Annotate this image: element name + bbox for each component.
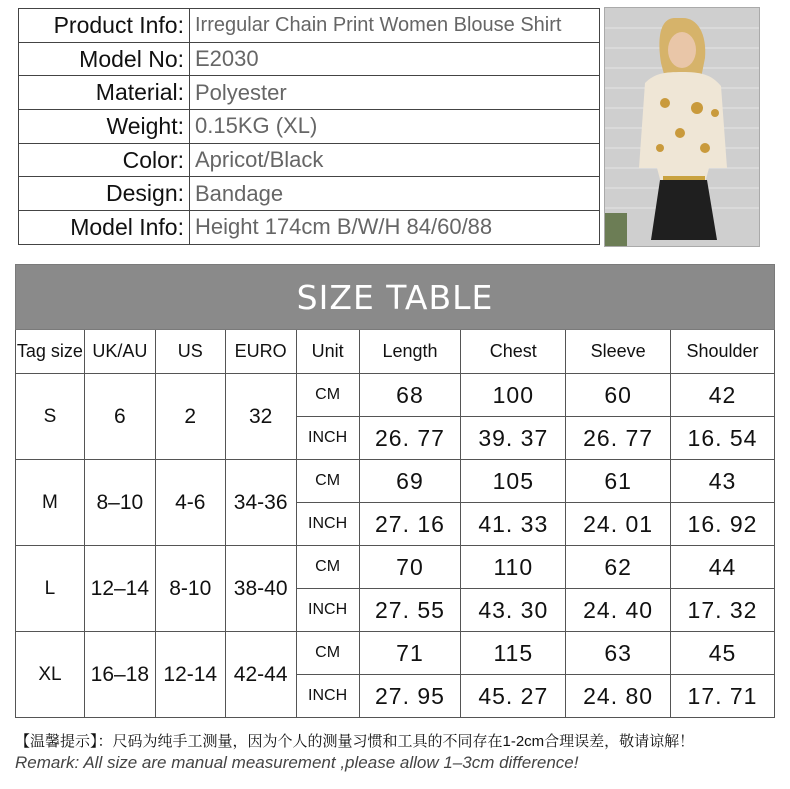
table-row	[16, 374, 775, 417]
info-row-design	[19, 177, 600, 211]
length-cm: 71	[359, 632, 461, 675]
info-value: Apricot/Black	[190, 143, 600, 177]
info-value: Height 174cm B/W/H 84/60/88	[190, 211, 600, 245]
size-table-title: SIZE TABLE	[16, 265, 775, 330]
info-value: Polyester	[190, 76, 600, 110]
table-row	[16, 632, 775, 675]
size-us: 8-10	[155, 546, 225, 632]
shoulder-inch: 16. 54	[671, 417, 775, 460]
info-value: E2030	[190, 42, 600, 76]
sleeve-cm: 62	[566, 546, 671, 589]
info-row-product	[19, 9, 600, 43]
info-row-color	[19, 143, 600, 177]
size-tag: M	[16, 460, 85, 546]
chest-inch: 43. 30	[461, 589, 566, 632]
shoulder-cm: 43	[671, 460, 775, 503]
length-inch: 27. 55	[359, 589, 461, 632]
size-uk-au: 6	[84, 374, 155, 460]
header-unit: Unit	[296, 330, 359, 374]
product-info-table	[18, 8, 600, 245]
length-cm: 69	[359, 460, 461, 503]
size-euro: 32	[225, 374, 296, 460]
size-tag: S	[16, 374, 85, 460]
header-chest: Chest	[461, 330, 566, 374]
chest-inch: 45. 27	[461, 675, 566, 718]
length-inch: 27. 95	[359, 675, 461, 718]
unit-inch: INCH	[296, 417, 359, 460]
info-label: Design:	[19, 177, 190, 211]
info-label: Color:	[19, 143, 190, 177]
size-us: 4-6	[155, 460, 225, 546]
size-euro: 42-44	[225, 632, 296, 718]
sleeve-inch: 26. 77	[566, 417, 671, 460]
chest-inch: 41. 33	[461, 503, 566, 546]
shoulder-inch: 17. 32	[671, 589, 775, 632]
sleeve-cm: 60	[566, 374, 671, 417]
size-uk-au: 8–10	[84, 460, 155, 546]
header-uk-au: UK/AU	[84, 330, 155, 374]
unit-inch: INCH	[296, 589, 359, 632]
length-cm: 70	[359, 546, 461, 589]
unit-cm: CM	[296, 632, 359, 675]
unit-cm: CM	[296, 460, 359, 503]
info-label: Model Info:	[19, 211, 190, 245]
chest-inch: 39. 37	[461, 417, 566, 460]
header-shoulder: Shoulder	[671, 330, 775, 374]
note-english: Remark: All size are manual measurement ,please allow 1–3cm difference!	[15, 753, 579, 772]
table-row	[16, 460, 775, 503]
unit-inch: INCH	[296, 675, 359, 718]
size-us: 2	[155, 374, 225, 460]
size-table	[15, 264, 775, 718]
info-label: Material:	[19, 76, 190, 110]
chest-cm: 105	[461, 460, 566, 503]
shoulder-cm: 45	[671, 632, 775, 675]
sleeve-cm: 63	[566, 632, 671, 675]
unit-cm: CM	[296, 374, 359, 417]
unit-inch: INCH	[296, 503, 359, 546]
length-cm: 68	[359, 374, 461, 417]
sleeve-inch: 24. 80	[566, 675, 671, 718]
unit-cm: CM	[296, 546, 359, 589]
size-euro: 38-40	[225, 546, 296, 632]
sleeve-inch: 24. 40	[566, 589, 671, 632]
model-photo-illustration	[605, 8, 760, 247]
chest-cm: 100	[461, 374, 566, 417]
size-euro: 34-36	[225, 460, 296, 546]
chest-cm: 110	[461, 546, 566, 589]
shoulder-cm: 44	[671, 546, 775, 589]
shoulder-inch: 17. 71	[671, 675, 775, 718]
note-chinese: 【温馨提示】：尺码为纯手工测量，因为个人的测量习惯和工具的不同存在1-2cm合理误差，敬请谅解！	[15, 733, 695, 750]
size-uk-au: 12–14	[84, 546, 155, 632]
size-us: 12-14	[155, 632, 225, 718]
info-value: 0.15KG (XL)	[190, 110, 600, 144]
size-uk-au: 16–18	[84, 632, 155, 718]
sleeve-cm: 61	[566, 460, 671, 503]
info-label: Model No:	[19, 42, 190, 76]
model-photo	[604, 7, 760, 247]
info-row-weight	[19, 110, 600, 144]
length-inch: 26. 77	[359, 417, 461, 460]
header-us: US	[155, 330, 225, 374]
header-sleeve: Sleeve	[566, 330, 671, 374]
info-row-model	[19, 42, 600, 76]
info-row-material	[19, 76, 600, 110]
info-label: Product Info:	[19, 9, 190, 43]
shoulder-cm: 42	[671, 374, 775, 417]
info-label: Weight:	[19, 110, 190, 144]
table-row	[16, 546, 775, 589]
length-inch: 27. 16	[359, 503, 461, 546]
info-value: Bandage	[190, 177, 600, 211]
size-table-header-row	[16, 330, 775, 374]
size-tag: XL	[16, 632, 85, 718]
header-euro: EURO	[225, 330, 296, 374]
size-tag: L	[16, 546, 85, 632]
header-tag-size: Tag size	[16, 330, 85, 374]
info-value: Irregular Chain Print Women Blouse Shirt	[190, 9, 600, 43]
shoulder-inch: 16. 92	[671, 503, 775, 546]
sleeve-inch: 24. 01	[566, 503, 671, 546]
chest-cm: 115	[461, 632, 566, 675]
header-length: Length	[359, 330, 461, 374]
info-row-model-info	[19, 211, 600, 245]
